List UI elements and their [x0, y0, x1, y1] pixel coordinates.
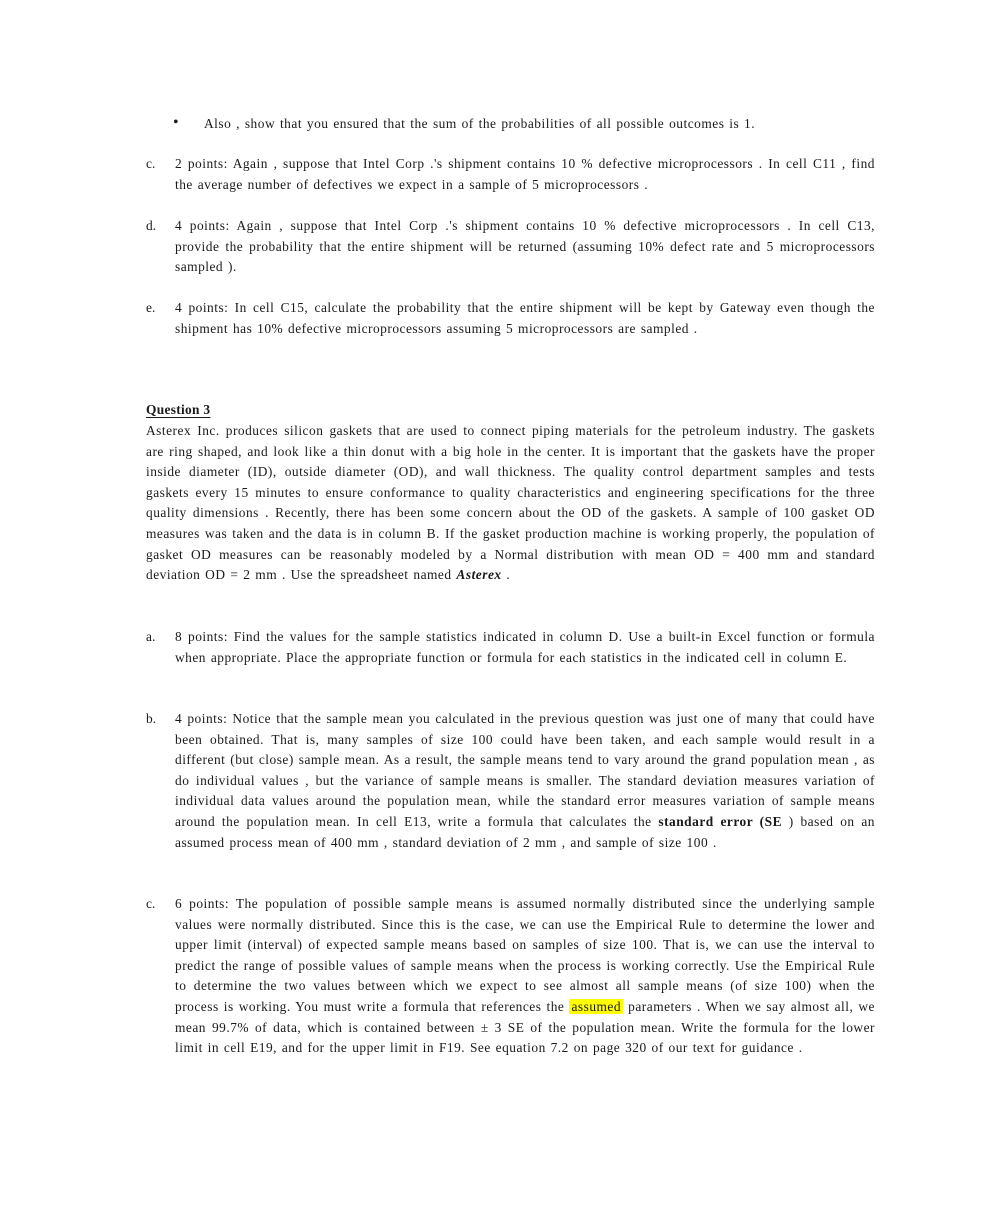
item-b-text: 4 points: Notice that the sample mean you calculated in the previous question was just one of many that could have been obtained. That is, many samples of size 100 could have been taken, and each sample would result in a different (but close) sample mean. As a result, the sample means tend to vary around the grand population mean , as do individual values , but the variance of sample means is smaller. The standard deviation measures variation of individual data values around the population mean, while the standard error measures variation of sample means around the population mean. In cell E13, write a formula that calculates the: [175, 711, 875, 829]
item-text: [175, 709, 875, 853]
item-text: [175, 894, 875, 1059]
bullet-icon: •: [173, 114, 179, 131]
intro-text: Asterex Inc. produces silicon gaskets that are used to connect piping materials for the petroleum industry. The gaskets are ring shaped, and look like a thin donut with a big hole in the center. It is important that the gaskets have the proper inside diameter (ID), outside diameter (OD), and wall thickness. The quality control department samples and tests gaskets every 15 minutes to ensure conformance to quality characteristics and engineering specifications for the three quality dimensions . Recently, there has been some concern about the OD of the gaskets. A sample of 100 gasket OD measures was taken and the data is in column B. If the gasket production machine is working properly, the population of gasket OD measures can be reasonably modeled by a Normal distribution with mean OD = 400 mm and standard deviation OD = 2 mm . Use the spreadsheet named: [146, 423, 875, 583]
item-label: e.: [146, 300, 156, 315]
list-item-b: [146, 709, 876, 875]
item-text: 4 points: Again , suppose that Intel Corp .'s shipment contains 10 % defective microprocessors . In cell C13, provide the probability that the entire shipment will be returned (assuming 10% defect rate and 5 microprocessors sampled ).: [175, 218, 875, 275]
list-item-d: [146, 216, 876, 278]
list-item-c: [146, 154, 876, 196]
item-label: a.: [146, 629, 156, 644]
item-label: c.: [146, 896, 156, 911]
intro-end: .: [501, 567, 511, 583]
question-3-heading: Question 3: [146, 402, 211, 417]
bullet-text: Also , show that you ensured that the sum of the probabilities of all possible outcomes is 1.: [204, 116, 756, 131]
item-c-text: 6 points: The population of possible sample means is assumed normally distributed since the underlying sample values were normally distributed. Since this is the case, we can use the Empirical Rule to determine the lower and upper limit (interval) of expected sample means based on samples of size 100. That is, we can use the interval to predict the range of possible values of sample means when the process is working correctly. Use the Empirical Rule to determine the two values between which we expect to see almost all sample means (of size 100) when the process is working. You must write a formula that references the: [175, 896, 875, 1014]
item-label: d.: [146, 218, 157, 233]
list-item-a: [146, 627, 876, 689]
item-text: 2 points: Again , suppose that Intel Corp .'s shipment contains 10 % defective microprocessors . In cell C11 , find the average number of defectives we expect in a sample of 5 microprocessors .: [175, 156, 875, 192]
list-item-c-q3: [146, 894, 876, 1104]
highlighted-word: assumed: [571, 998, 622, 1014]
item-text: 4 points: In cell C15, calculate the probability that the entire shipment will be kept by Gateway even though the shipment has 10% defective microprocessors assuming 5 microprocessors are sampled .: [175, 300, 875, 336]
item-label: b.: [146, 711, 157, 726]
standard-error-term: standard error (SE: [658, 813, 783, 829]
list-item-e: [146, 298, 876, 360]
item-label: c.: [146, 156, 156, 171]
item-c-end: parameters . When we say almost all, we mean 99.7% of data, which is contained between ± 3 SE of the population mean. Write the formula for the lower limit in cell E19, and for the upper limit in F19. See equation 7.2 on page 320 of our text for guidance .: [175, 998, 876, 1056]
item-b-end: ) based on an assumed process mean of 400 mm , standard deviation of 2 mm , and sample of size 100 .: [175, 813, 875, 850]
question-3-intro: [146, 421, 875, 586]
spreadsheet-name: Asterex: [456, 567, 502, 583]
item-text: 8 points: Find the values for the sample statistics indicated in column D. Use a built-in Excel function or formula when appropriate. Place the appropriate function or formula for each statistics in the indicated cell in column E.: [175, 629, 875, 665]
